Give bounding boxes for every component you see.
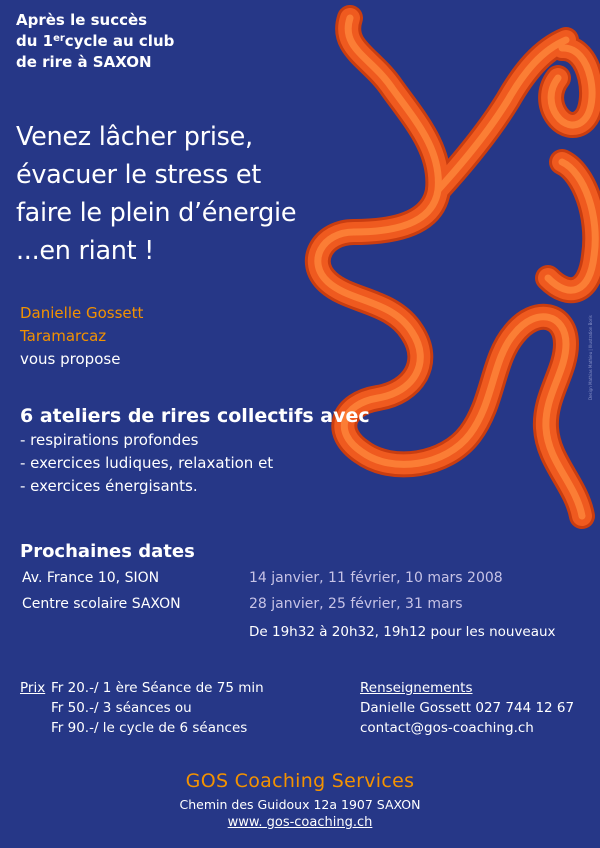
- dates-saxon-list: 28 janvier, 25 février, 31 mars: [249, 596, 463, 612]
- info-block: [360, 678, 574, 738]
- workshop-item-2: - exercices ludiques, relaxation et: [20, 454, 274, 472]
- intro-line-2-sup: er: [53, 33, 65, 44]
- design-credit: Design Mathias Mathieu | Illustration Boris: [588, 315, 593, 400]
- intro-line-2-post: cycle au club: [64, 32, 175, 50]
- intro-line-2-pre: du 1: [16, 32, 54, 50]
- author-name-2: Taramarcaz: [20, 327, 107, 345]
- company-name: GOS Coaching Services: [185, 770, 415, 792]
- price-item-2: Fr 50.-/ 3 séances ou: [51, 700, 192, 716]
- workshop-item-1: - respirations profondes: [20, 431, 199, 449]
- headline-line-2: évacuer le stress et: [16, 160, 262, 190]
- intro-line-3: de rire à SAXON: [16, 53, 152, 71]
- dates-title: Prochaines dates: [20, 541, 195, 562]
- intro-line-1: Après le succès: [16, 11, 148, 29]
- website-link[interactable]: www. gos-coaching.ch: [227, 815, 373, 830]
- headline-line-1: Venez lâcher prise,: [16, 122, 253, 152]
- intro-line-2: [16, 31, 174, 52]
- author-block: [20, 302, 143, 371]
- workshops-title: 6 ateliers de rires collectifs avec: [20, 405, 370, 427]
- dates-place-sion: Av. France 10, SION: [22, 570, 160, 586]
- dates-sion-list: 14 janvier, 11 février, 10 mars 2008: [249, 570, 503, 586]
- workshop-item-3: - exercices énergisants.: [20, 477, 198, 495]
- intro-text: [16, 10, 174, 73]
- info-email[interactable]: contact@gos-coaching.ch: [360, 720, 534, 736]
- headline-line-4: ...en riant !: [16, 236, 155, 266]
- company-address: Chemin des Guidoux 12a 1907 SAXON: [179, 797, 421, 812]
- dates-hours: De 19h32 à 20h32, 19h12 pour les nouveaux: [249, 624, 556, 640]
- info-phone: Danielle Gossett 027 744 12 67: [360, 700, 575, 716]
- price-row-1: [20, 678, 264, 698]
- author-name-1: Danielle Gossett: [20, 304, 144, 322]
- info-title: Renseignements: [360, 680, 473, 696]
- price-item-3: Fr 90.-/ le cycle de 6 séances: [51, 720, 248, 736]
- workshops-block: [20, 403, 370, 498]
- author-proposes: vous propose: [20, 350, 121, 368]
- price-item-1: Fr 20.-/ 1 ère Séance de 75 min: [51, 680, 264, 696]
- dates-place-saxon: Centre scolaire SAXON: [22, 596, 181, 612]
- headline-line-3: faire le plein d’énergie: [16, 198, 297, 228]
- prices-label: Prix: [20, 680, 46, 696]
- headline: [16, 118, 296, 270]
- prices-block: [20, 678, 264, 738]
- website-row: [0, 815, 600, 830]
